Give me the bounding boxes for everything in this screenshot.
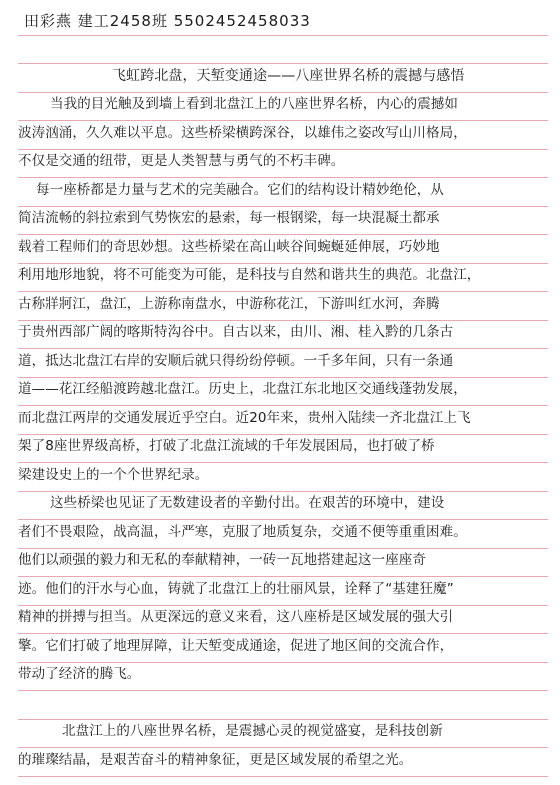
ruled-line <box>18 320 548 321</box>
essay-line: 带动了经济的腾飞。 <box>18 666 141 682</box>
ruled-line <box>18 662 548 663</box>
essay-line: 精神的拼搏与担当。从更深远的意义来看，这八座桥是区域发展的强大引 <box>18 609 454 625</box>
author-header: 田彩燕 建工2458班 5502452458033 <box>24 12 311 30</box>
ruled-line <box>18 206 548 207</box>
ruled-line <box>18 35 548 36</box>
ruled-line <box>18 405 548 406</box>
essay-line: 梁建设史上的一个个世界纪录。 <box>18 467 209 483</box>
essay-line: 古称牂牁江，盘江，上游称南盘水，中游称花江，下游叫红水河，奔腾 <box>18 296 440 312</box>
ruled-line <box>18 348 548 349</box>
ruled-line <box>18 92 548 93</box>
ruled-line <box>18 690 548 691</box>
essay-line: 道——花江经船渡跨越北盘江。历史上，北盘江东北地区交通线蓬勃发展， <box>18 381 467 397</box>
ruled-line <box>18 377 548 378</box>
essay-line: 波涛汹涌，久久难以平息。这些桥梁横跨深谷，以雄伟之姿改写山川格局， <box>18 125 467 141</box>
essay-line: 迹。他们的汗水与心血，铸就了北盘江上的壮丽风景，诠释了“基建狂魔” <box>18 581 454 597</box>
essay-line: 简洁流畅的斜拉索到气势恢宏的悬索，每一根钢梁，每一块混凝土都承 <box>18 210 440 226</box>
ruled-line <box>18 491 548 492</box>
ruled-line <box>18 434 548 435</box>
ruled-line <box>18 177 548 178</box>
ruled-line <box>18 719 548 720</box>
ruled-line <box>18 747 548 748</box>
essay-title: 飞虹跨北盘，天堑变通途——八座世界名桥的震撼与感悟 <box>112 68 465 84</box>
essay-line: 他们以顽强的毅力和无私的奉献精神，一砖一瓦地搭建起这一座座奇 <box>18 552 426 568</box>
ruled-line <box>18 462 548 463</box>
ruled-line <box>18 776 548 777</box>
essay-line: 每一座桥都是力量与艺术的完美融合。它们的结构设计精妙绝伦，从 <box>36 182 444 198</box>
essay-line: 架了8座世界级高桥，打破了北盘江流域的千年发展困局，也打破了桥 <box>18 438 435 454</box>
essay-line: 擎。它们打破了地理屏障，让天堑变成通途，促进了地区间的交流合作， <box>18 638 454 654</box>
ruled-line <box>18 548 548 549</box>
essay-line: 北盘江上的八座世界名桥，是震撼心灵的视觉盛宴，是科技创新 <box>62 723 443 739</box>
essay-line: 利用地形地貌，将不可能变为可能，是科技与自然和谐共生的典范。北盘江， <box>18 267 481 283</box>
ruled-line <box>18 291 548 292</box>
essay-line: 这些桥梁也见证了无数建设者的辛勤付出。在艰苦的环境中，建设 <box>50 495 445 511</box>
essay-line: 者们不畏艰险，战高温，斗严寒，克服了地质复杂，交通不便等重重困难。 <box>18 524 467 540</box>
ruled-line <box>18 234 548 235</box>
essay-line: 的璀璨结晶，是艰苦奋斗的精神象征，更是区域发展的希望之光。 <box>18 752 413 768</box>
ruled-line <box>18 605 548 606</box>
ruled-line <box>18 263 548 264</box>
essay-line: 于贵州西部广阔的喀斯特沟谷中。自古以来，由川、湘、桂入黔的几条古 <box>18 324 454 340</box>
essay-line: 当我的目光触及到墙上看到北盘江上的八座世界名桥，内心的震撼如 <box>50 96 458 112</box>
essay-line: 而北盘江两岸的交通发展近乎空白。近20年来，贵州入陆续一齐北盘江上飞 <box>18 410 471 426</box>
ruled-line <box>18 149 548 150</box>
ruled-line <box>18 63 548 64</box>
essay-line: 载着工程师们的奇思妙想。这些桥梁在高山峡谷间蜿蜒延伸展，巧妙地 <box>18 239 440 255</box>
ruled-line <box>18 633 548 634</box>
essay-line: 不仅是交通的纽带，更是人类智慧与勇气的不朽丰碑。 <box>18 153 345 169</box>
essay-line: 道，抵达北盘江右岸的安顺后就只得纷纷停顿。一千多年间，只有一条通 <box>18 353 454 369</box>
ruled-line <box>18 120 548 121</box>
ruled-line <box>18 519 548 520</box>
ruled-line <box>18 576 548 577</box>
